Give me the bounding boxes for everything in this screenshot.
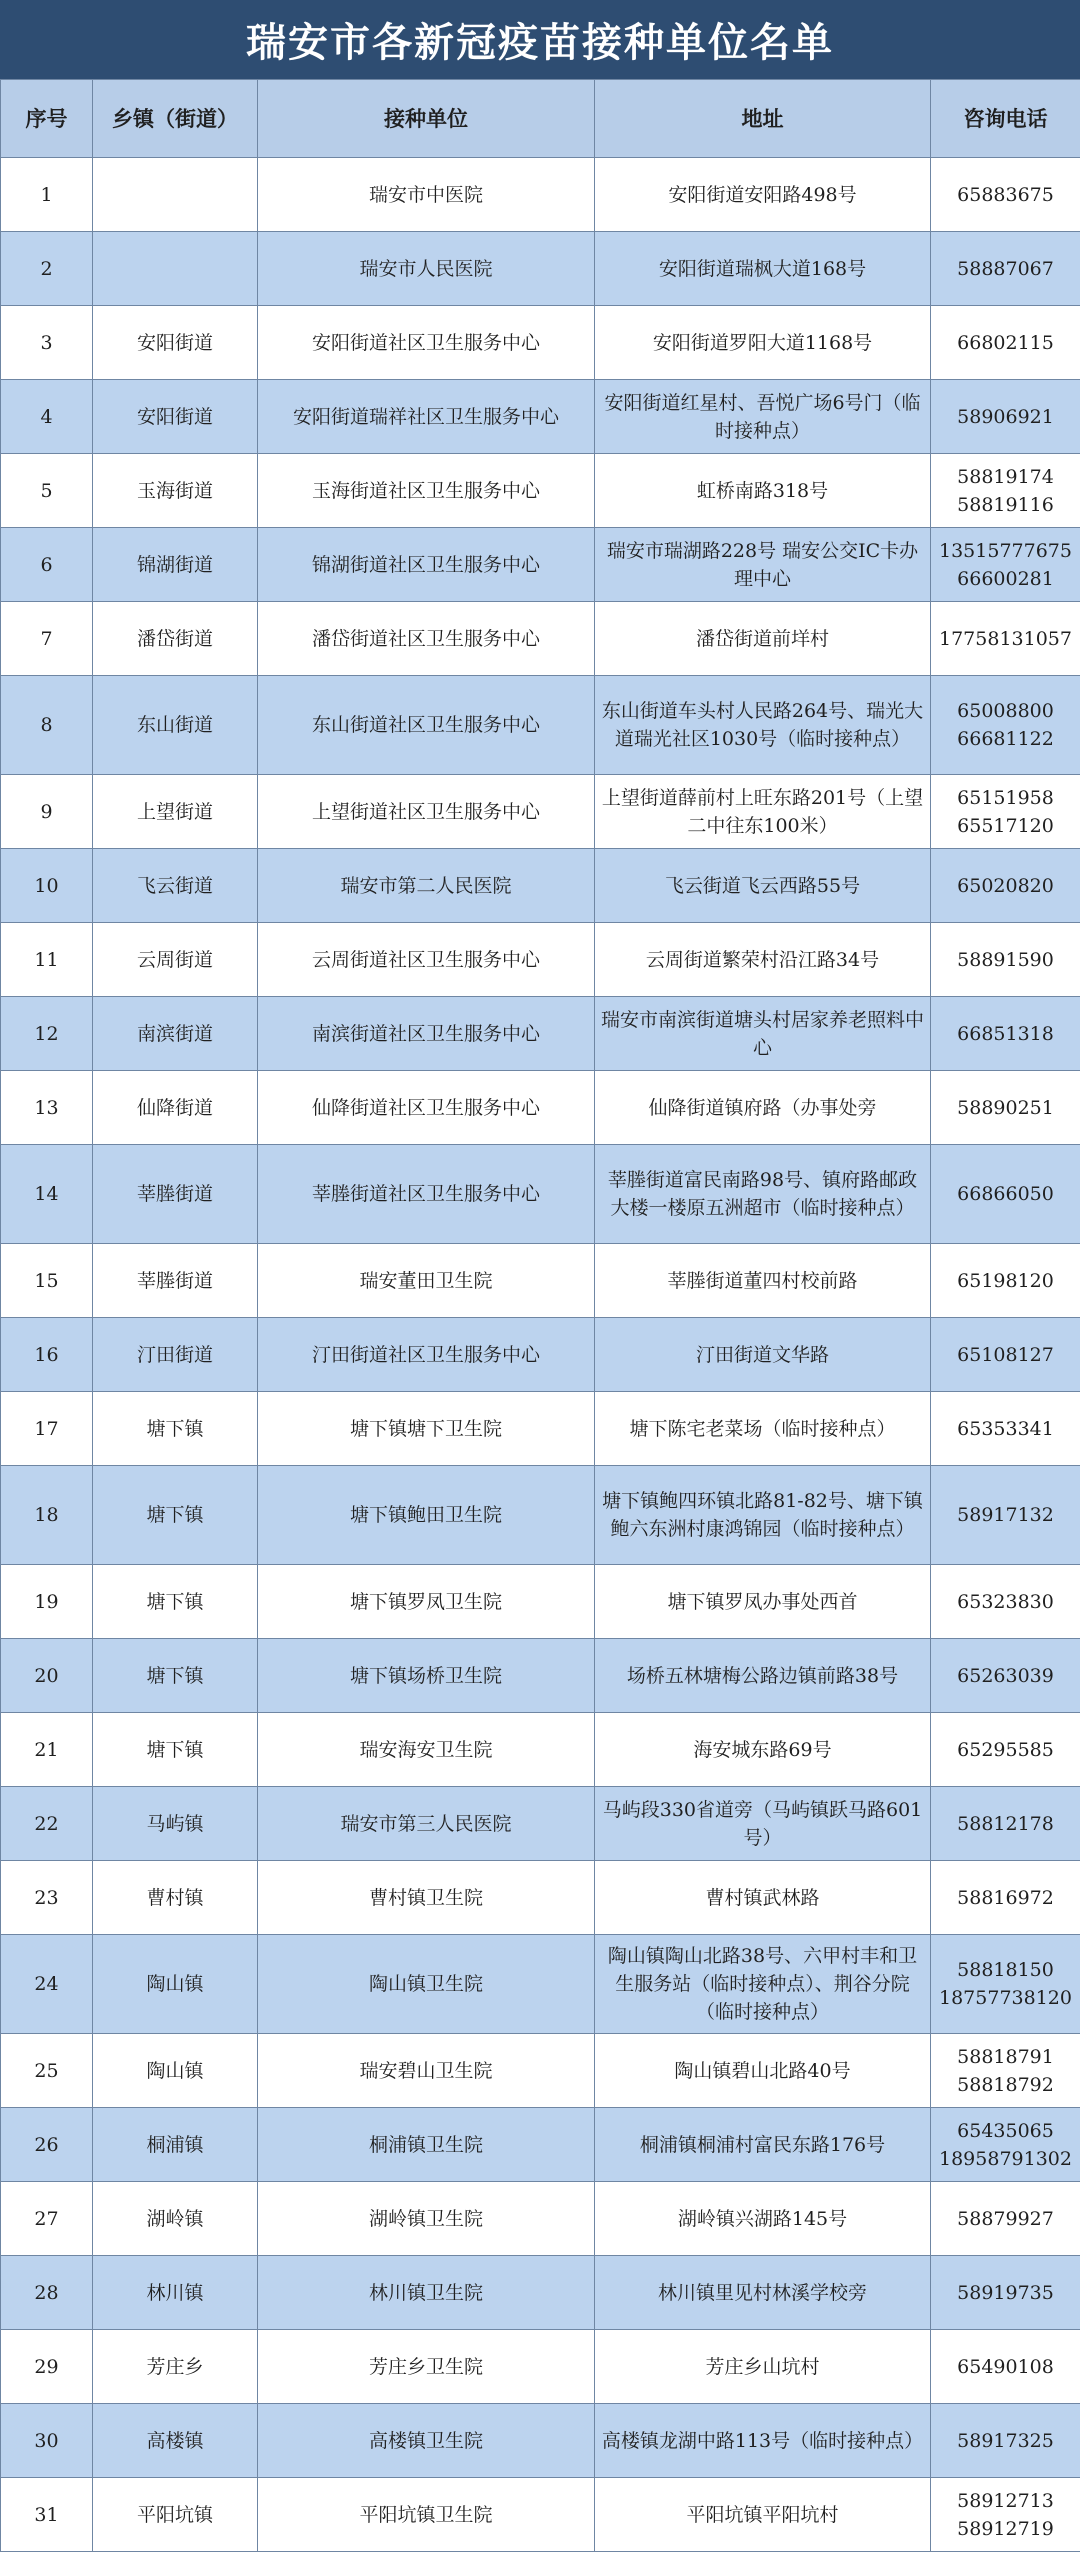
table-row <box>1 306 1080 380</box>
table-row <box>1 1466 1080 1565</box>
cell-phone: 65490108 <box>931 2330 1080 2404</box>
table-row <box>1 454 1080 528</box>
cell-phone: 58816972 <box>931 1861 1080 1935</box>
table-row <box>1 2182 1080 2256</box>
cell-address: 安阳街道瑞枫大道168号 <box>595 232 931 306</box>
cell-phone: 65151958 65517120 <box>931 775 1080 849</box>
cell-serial-no: 6 <box>1 528 93 602</box>
cell-unit: 莘塍街道社区卫生服务中心 <box>258 1145 595 1244</box>
cell-address: 东山街道车头村人民路264号、瑞光大道瑞光社区1030号（临时接种点） <box>595 676 931 775</box>
cell-town: 高楼镇 <box>93 2404 258 2478</box>
table-row <box>1 232 1080 306</box>
cell-address: 平阳坑镇平阳坑村 <box>595 2478 931 2552</box>
cell-phone: 65295585 <box>931 1713 1080 1787</box>
cell-town: 塘下镇 <box>93 1392 258 1466</box>
cell-unit: 曹村镇卫生院 <box>258 1861 595 1935</box>
cell-town: 汀田街道 <box>93 1318 258 1392</box>
cell-phone: 13515777675 66600281 <box>931 528 1080 602</box>
cell-unit: 塘下镇场桥卫生院 <box>258 1639 595 1713</box>
cell-town <box>93 232 258 306</box>
vaccination-sites-table <box>0 79 1080 2552</box>
cell-phone: 65108127 <box>931 1318 1080 1392</box>
cell-phone: 58818150 18757738120 <box>931 1935 1080 2034</box>
cell-address: 莘塍街道富民南路98号、镇府路邮政大楼一楼原五洲超市（临时接种点） <box>595 1145 931 1244</box>
cell-phone: 65008800 66681122 <box>931 676 1080 775</box>
cell-address: 场桥五林塘梅公路边镇前路38号 <box>595 1639 931 1713</box>
cell-address: 塘下镇鲍四环镇北路81-82号、塘下镇鲍六东洲村康鸿锦园（临时接种点） <box>595 1466 931 1565</box>
cell-phone: 17758131057 <box>931 602 1080 676</box>
cell-unit: 桐浦镇卫生院 <box>258 2108 595 2182</box>
cell-address: 海安城东路69号 <box>595 1713 931 1787</box>
cell-serial-no: 4 <box>1 380 93 454</box>
cell-serial-no: 31 <box>1 2478 93 2552</box>
cell-unit: 瑞安海安卫生院 <box>258 1713 595 1787</box>
cell-serial-no: 18 <box>1 1466 93 1565</box>
cell-unit: 高楼镇卫生院 <box>258 2404 595 2478</box>
cell-phone: 65435065 18958791302 <box>931 2108 1080 2182</box>
table-row <box>1 849 1080 923</box>
cell-town: 林川镇 <box>93 2256 258 2330</box>
table-row <box>1 380 1080 454</box>
cell-serial-no: 29 <box>1 2330 93 2404</box>
cell-address: 塘下陈宅老菜场（临时接种点） <box>595 1392 931 1466</box>
cell-phone: 65353341 <box>931 1392 1080 1466</box>
cell-phone: 66851318 <box>931 997 1080 1071</box>
cell-serial-no: 20 <box>1 1639 93 1713</box>
cell-unit: 平阳坑镇卫生院 <box>258 2478 595 2552</box>
table-header-row <box>1 80 1080 158</box>
table-row <box>1 2404 1080 2478</box>
cell-town: 马屿镇 <box>93 1787 258 1861</box>
cell-address: 安阳街道罗阳大道1168号 <box>595 306 931 380</box>
cell-phone: 65323830 <box>931 1565 1080 1639</box>
cell-serial-no: 9 <box>1 775 93 849</box>
table-row <box>1 676 1080 775</box>
cell-town: 云周街道 <box>93 923 258 997</box>
cell-phone: 58812178 <box>931 1787 1080 1861</box>
cell-unit: 林川镇卫生院 <box>258 2256 595 2330</box>
cell-address: 莘塍街道董四村校前路 <box>595 1244 931 1318</box>
cell-phone: 58819174 58819116 <box>931 454 1080 528</box>
cell-town: 莘塍街道 <box>93 1145 258 1244</box>
cell-phone: 58818791 58818792 <box>931 2034 1080 2108</box>
cell-phone: 65198120 <box>931 1244 1080 1318</box>
cell-town: 平阳坑镇 <box>93 2478 258 2552</box>
table-row <box>1 1713 1080 1787</box>
cell-town: 曹村镇 <box>93 1861 258 1935</box>
cell-town: 安阳街道 <box>93 380 258 454</box>
table-row <box>1 1318 1080 1392</box>
cell-phone: 58887067 <box>931 232 1080 306</box>
cell-town: 安阳街道 <box>93 306 258 380</box>
table-body <box>1 158 1080 2552</box>
cell-address: 安阳街道安阳路498号 <box>595 158 931 232</box>
cell-phone: 58912713 58912719 <box>931 2478 1080 2552</box>
cell-address: 马屿段330省道旁（马屿镇跃马路601号） <box>595 1787 931 1861</box>
cell-address: 潘岱街道前垟村 <box>595 602 931 676</box>
cell-town: 仙降街道 <box>93 1071 258 1145</box>
cell-town: 塘下镇 <box>93 1713 258 1787</box>
cell-serial-no: 27 <box>1 2182 93 2256</box>
cell-town: 东山街道 <box>93 676 258 775</box>
table-row <box>1 2034 1080 2108</box>
cell-town: 潘岱街道 <box>93 602 258 676</box>
cell-address: 汀田街道文华路 <box>595 1318 931 1392</box>
cell-serial-no: 2 <box>1 232 93 306</box>
cell-phone: 58917325 <box>931 2404 1080 2478</box>
table-row <box>1 1071 1080 1145</box>
cell-address: 瑞安市瑞湖路228号 瑞安公交IC卡办理中心 <box>595 528 931 602</box>
cell-address: 塘下镇罗凤办事处西首 <box>595 1565 931 1639</box>
cell-serial-no: 14 <box>1 1145 93 1244</box>
table-row <box>1 2330 1080 2404</box>
cell-unit: 东山街道社区卫生服务中心 <box>258 676 595 775</box>
cell-town: 塘下镇 <box>93 1639 258 1713</box>
cell-phone: 58906921 <box>931 380 1080 454</box>
cell-serial-no: 17 <box>1 1392 93 1466</box>
header-serial-no: 序号 <box>1 80 93 158</box>
table-row <box>1 1787 1080 1861</box>
cell-serial-no: 8 <box>1 676 93 775</box>
cell-unit: 陶山镇卫生院 <box>258 1935 595 2034</box>
cell-town: 飞云街道 <box>93 849 258 923</box>
header-unit: 接种单位 <box>258 80 595 158</box>
cell-serial-no: 5 <box>1 454 93 528</box>
cell-serial-no: 3 <box>1 306 93 380</box>
cell-serial-no: 26 <box>1 2108 93 2182</box>
cell-serial-no: 12 <box>1 997 93 1071</box>
cell-unit: 汀田街道社区卫生服务中心 <box>258 1318 595 1392</box>
cell-unit: 瑞安市人民医院 <box>258 232 595 306</box>
cell-town: 陶山镇 <box>93 2034 258 2108</box>
page-title: 瑞安市各新冠疫苗接种单位名单 <box>0 0 1080 79</box>
table-row <box>1 1935 1080 2034</box>
table-row <box>1 1145 1080 1244</box>
cell-town: 塘下镇 <box>93 1565 258 1639</box>
cell-phone: 58890251 <box>931 1071 1080 1145</box>
cell-serial-no: 16 <box>1 1318 93 1392</box>
header-address: 地址 <box>595 80 931 158</box>
table-row <box>1 2256 1080 2330</box>
cell-unit: 瑞安市第二人民医院 <box>258 849 595 923</box>
cell-town: 锦湖街道 <box>93 528 258 602</box>
cell-serial-no: 28 <box>1 2256 93 2330</box>
cell-town: 塘下镇 <box>93 1466 258 1565</box>
cell-address: 陶山镇陶山北路38号、六甲村丰和卫生服务站（临时接种点）、荆谷分院（临时接种点） <box>595 1935 931 2034</box>
cell-town: 陶山镇 <box>93 1935 258 2034</box>
cell-phone: 58917132 <box>931 1466 1080 1565</box>
cell-address: 芳庄乡山坑村 <box>595 2330 931 2404</box>
cell-serial-no: 15 <box>1 1244 93 1318</box>
cell-town: 上望街道 <box>93 775 258 849</box>
table-row <box>1 997 1080 1071</box>
cell-serial-no: 11 <box>1 923 93 997</box>
cell-address: 高楼镇龙湖中路113号（临时接种点） <box>595 2404 931 2478</box>
cell-unit: 玉海街道社区卫生服务中心 <box>258 454 595 528</box>
cell-town: 芳庄乡 <box>93 2330 258 2404</box>
table-row <box>1 1392 1080 1466</box>
cell-address: 飞云街道飞云西路55号 <box>595 849 931 923</box>
cell-address: 湖岭镇兴湖路145号 <box>595 2182 931 2256</box>
cell-town: 玉海街道 <box>93 454 258 528</box>
cell-phone: 58879927 <box>931 2182 1080 2256</box>
cell-address: 上望街道薛前村上旺东路201号（上望二中往东100米） <box>595 775 931 849</box>
table-row <box>1 528 1080 602</box>
cell-unit: 塘下镇塘下卫生院 <box>258 1392 595 1466</box>
table-row <box>1 158 1080 232</box>
cell-serial-no: 24 <box>1 1935 93 2034</box>
cell-unit: 湖岭镇卫生院 <box>258 2182 595 2256</box>
cell-unit: 安阳街道瑞祥社区卫生服务中心 <box>258 380 595 454</box>
cell-phone: 65020820 <box>931 849 1080 923</box>
cell-phone: 65883675 <box>931 158 1080 232</box>
cell-address: 桐浦镇桐浦村富民东路176号 <box>595 2108 931 2182</box>
cell-town: 莘塍街道 <box>93 1244 258 1318</box>
table-row <box>1 1861 1080 1935</box>
cell-address: 虹桥南路318号 <box>595 454 931 528</box>
cell-unit: 南滨街道社区卫生服务中心 <box>258 997 595 1071</box>
cell-serial-no: 1 <box>1 158 93 232</box>
cell-serial-no: 23 <box>1 1861 93 1935</box>
cell-unit: 塘下镇鲍田卫生院 <box>258 1466 595 1565</box>
cell-address: 曹村镇武林路 <box>595 1861 931 1935</box>
cell-unit: 锦湖街道社区卫生服务中心 <box>258 528 595 602</box>
cell-unit: 上望街道社区卫生服务中心 <box>258 775 595 849</box>
cell-unit: 芳庄乡卫生院 <box>258 2330 595 2404</box>
cell-address: 安阳街道红星村、吾悦广场6号门（临时接种点） <box>595 380 931 454</box>
cell-phone: 66866050 <box>931 1145 1080 1244</box>
cell-phone: 66802115 <box>931 306 1080 380</box>
cell-unit: 仙降街道社区卫生服务中心 <box>258 1071 595 1145</box>
header-town: 乡镇（街道） <box>93 80 258 158</box>
cell-address: 仙降街道镇府路（办事处旁 <box>595 1071 931 1145</box>
cell-unit: 瑞安碧山卫生院 <box>258 2034 595 2108</box>
cell-serial-no: 22 <box>1 1787 93 1861</box>
table-row <box>1 1244 1080 1318</box>
table-row <box>1 2108 1080 2182</box>
cell-serial-no: 13 <box>1 1071 93 1145</box>
cell-town: 湖岭镇 <box>93 2182 258 2256</box>
table-row <box>1 602 1080 676</box>
cell-address: 瑞安市南滨街道塘头村居家养老照料中心 <box>595 997 931 1071</box>
cell-town: 桐浦镇 <box>93 2108 258 2182</box>
header-phone: 咨询电话 <box>931 80 1080 158</box>
cell-unit: 瑞安市第三人民医院 <box>258 1787 595 1861</box>
table-row <box>1 1639 1080 1713</box>
table-row <box>1 1565 1080 1639</box>
cell-unit: 云周街道社区卫生服务中心 <box>258 923 595 997</box>
cell-serial-no: 7 <box>1 602 93 676</box>
table-row <box>1 2478 1080 2552</box>
cell-town <box>93 158 258 232</box>
cell-address: 陶山镇碧山北路40号 <box>595 2034 931 2108</box>
cell-unit: 潘岱街道社区卫生服务中心 <box>258 602 595 676</box>
table-row <box>1 775 1080 849</box>
cell-serial-no: 10 <box>1 849 93 923</box>
cell-serial-no: 19 <box>1 1565 93 1639</box>
cell-unit: 瑞安董田卫生院 <box>258 1244 595 1318</box>
cell-unit: 安阳街道社区卫生服务中心 <box>258 306 595 380</box>
cell-phone: 58919735 <box>931 2256 1080 2330</box>
cell-town: 南滨街道 <box>93 997 258 1071</box>
cell-serial-no: 25 <box>1 2034 93 2108</box>
cell-address: 林川镇里见村林溪学校旁 <box>595 2256 931 2330</box>
cell-serial-no: 21 <box>1 1713 93 1787</box>
table-row <box>1 923 1080 997</box>
cell-phone: 65263039 <box>931 1639 1080 1713</box>
cell-address: 云周街道繁荣村沿江路34号 <box>595 923 931 997</box>
cell-unit: 瑞安市中医院 <box>258 158 595 232</box>
cell-serial-no: 30 <box>1 2404 93 2478</box>
cell-unit: 塘下镇罗凤卫生院 <box>258 1565 595 1639</box>
cell-phone: 58891590 <box>931 923 1080 997</box>
